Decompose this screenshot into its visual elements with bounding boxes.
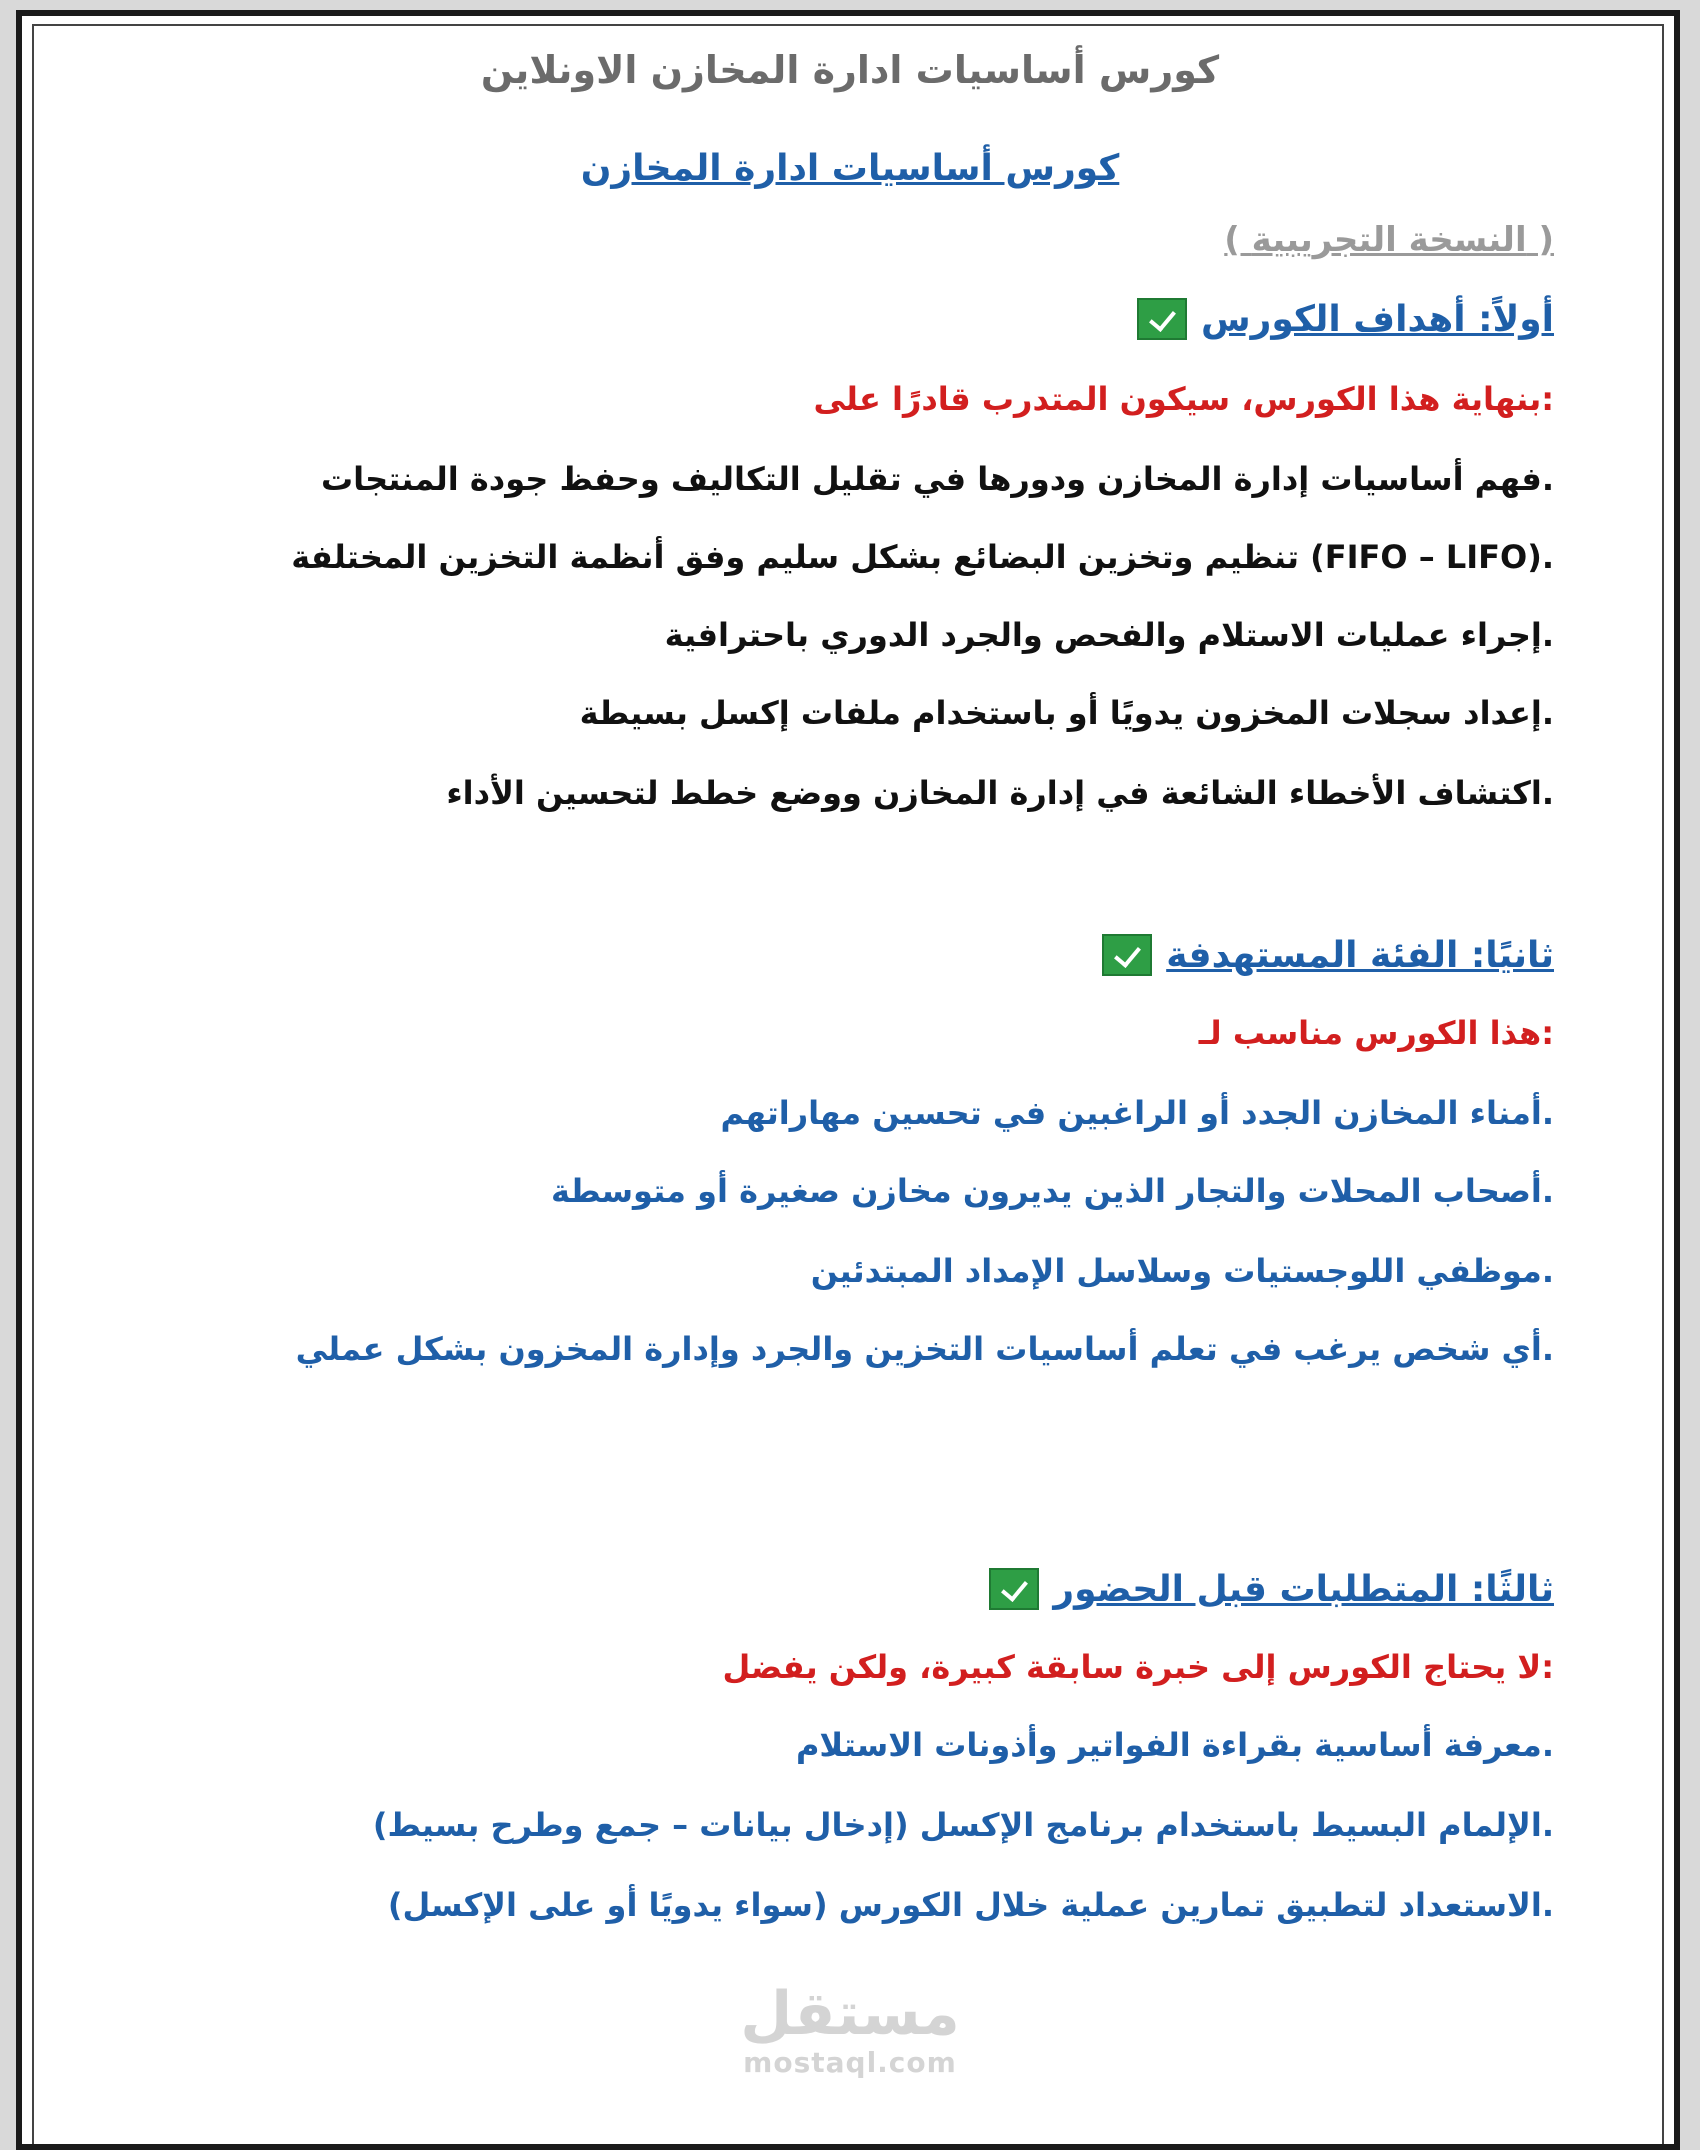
section-heading-audience (1102, 934, 1554, 976)
list-item: .الإلمام البسيط باستخدام برنامج الإكسل (إدخال بيانات – جمع وطرح بسيط) (372, 1806, 1554, 1844)
list-item: .(FIFO – LIFO) تنظيم وتخزين البضائع بشكل سليم وفق أنظمة التخزين المختلفة (291, 538, 1554, 576)
list-item: .فهم أساسيات إدارة المخازن ودورها في تقليل التكاليف وحفظ جودة المنتجات (320, 460, 1554, 498)
list-item: .أصحاب المحلات والتجار الذين يديرون مخازن صغيرة أو متوسطة (550, 1172, 1554, 1210)
check-icon (989, 1568, 1039, 1610)
edition-label: ( النسخة التجريبية ) (1224, 220, 1554, 260)
list-item: .معرفة أساسية بقراءة الفواتير وأذونات الاستلام (795, 1726, 1554, 1764)
list-item: .أي شخص يرغب في تعلم أساسيات التخزين والجرد وإدارة المخزون بشكل عملي (295, 1330, 1554, 1368)
course-title-link[interactable]: كورس أساسيات ادارة المخازن (580, 148, 1120, 189)
check-icon (1137, 298, 1187, 340)
section-heading-text: أولاً: أهداف الكورس (1200, 298, 1554, 340)
mostaql-watermark (0, 1979, 1700, 2079)
list-item: .إعداد سجلات المخزون يدويًا أو باستخدام ملفات إكسل بسيطة (579, 694, 1554, 732)
list-item: .إجراء عمليات الاستلام والفحص والجرد الدوري باحترافية (664, 616, 1554, 654)
section-heading-objectives (1137, 298, 1554, 340)
check-icon (1102, 934, 1152, 976)
list-item: .موظفي اللوجستيات وسلاسل الإمداد المبتدئين (810, 1252, 1554, 1290)
section-heading-text: ثانيًا: الفئة المستهدفة (1166, 934, 1554, 976)
list-item: .الاستعداد لتطبيق تمارين عملية خلال الكورس (سواء يدويًا أو على الإكسل) (387, 1886, 1554, 1924)
section-heading-text: ثالثًا: المتطلبات قبل الحضور (1053, 1568, 1554, 1610)
section-heading-requirements (989, 1568, 1554, 1610)
watermark-logo: مستقل (740, 1979, 960, 2049)
watermark-url: mostaql.com (743, 2046, 957, 2079)
list-item: .أمناء المخازن الجدد أو الراغبين في تحسين مهاراتهم (720, 1094, 1554, 1132)
section-intro: :لا يحتاج الكورس إلى خبرة سابقة كبيرة، ولكن يفضل (722, 1648, 1554, 1686)
list-item: .اكتشاف الأخطاء الشائعة في إدارة المخازن ووضع خطط لتحسين الأداء (446, 774, 1554, 812)
section-intro: :بنهاية هذا الكورس، سيكون المتدرب قادرًا على (813, 380, 1554, 418)
document-title: كورس أساسيات ادارة المخازن الاونلاين (480, 48, 1220, 92)
section-intro: :هذا الكورس مناسب لـ (1198, 1014, 1554, 1052)
